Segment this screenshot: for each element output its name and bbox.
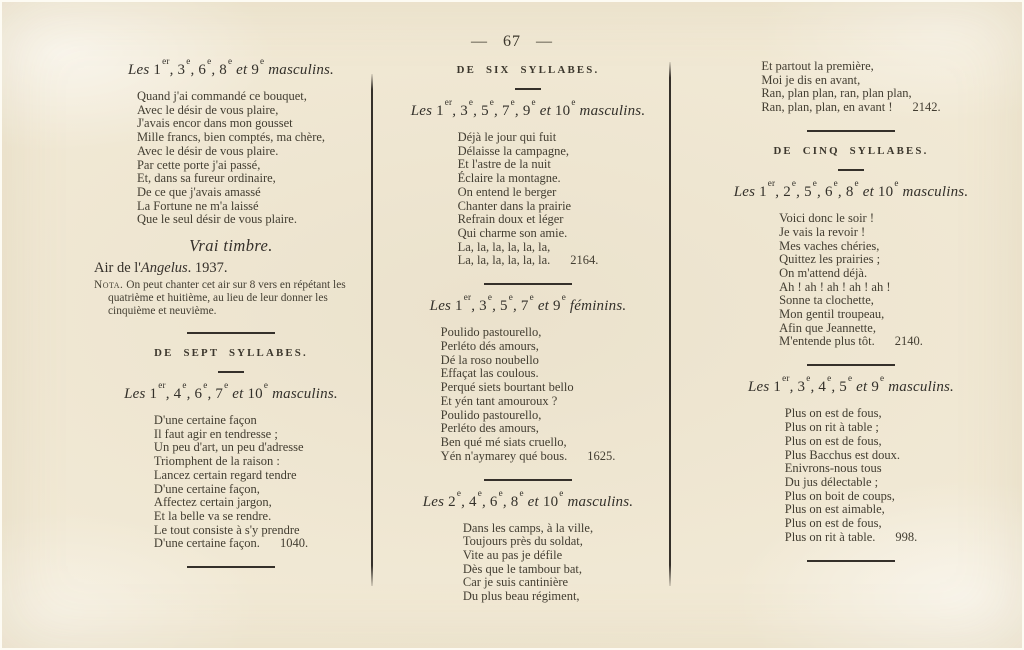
verse-number: 2142. <box>912 100 941 115</box>
poem-line: Un peu d'art, un peu d'adresse <box>153 440 304 455</box>
poem-line: Poulido pastourello, <box>440 407 542 422</box>
poem-line: Avec le désir de vous plaire. <box>136 143 279 158</box>
poem-line: Et l'astre de la nuit <box>457 157 551 172</box>
poem-line: Afin que Jeannette, <box>779 320 876 335</box>
poem-line: Yén n'aymarey qué bous. 1625. <box>440 448 616 463</box>
poem-line: Dès que le tambour bat, <box>462 561 582 576</box>
poem-line: Car je suis cantinière <box>462 575 569 590</box>
poem-line: J'avais encor dans mon gousset <box>136 116 293 131</box>
section-title: DE SIX SYLLABES. <box>456 64 600 76</box>
poem-line: D'une certaine façon. 1040. <box>153 536 309 551</box>
poem-line: Du jus délectable ; <box>784 474 879 489</box>
poem-heading: Les 1er, 3e, 5e, 7e, 9e et 10e masculins. <box>410 96 646 119</box>
poem-line: Enivrons-nous tous <box>784 461 882 476</box>
poem-line: D'une certaine façon, <box>153 481 260 496</box>
poem-body <box>441 326 616 463</box>
poem-line: La, la, la, la, la, la, <box>457 239 551 254</box>
poem-body <box>458 131 599 268</box>
poem-line: D'une certaine façon <box>153 413 257 428</box>
poem-line: Par cette porte j'ai passé, <box>136 157 261 172</box>
poem-line: Perléto dés amours, <box>440 339 539 354</box>
poem-line: Ben qué mé siats cruello, <box>440 434 567 449</box>
poem <box>88 90 374 228</box>
poem-line: Que le seul désir de vous plaire. <box>136 212 297 227</box>
poem-line: Dé la roso noubello <box>440 352 539 367</box>
section-title: DE SEPT SYLLABES. <box>154 347 308 360</box>
verse-number: 1040. <box>279 536 309 551</box>
poem-line: Je vais la revoir ! <box>779 224 866 239</box>
poem-body <box>779 212 923 349</box>
poem-heading: Les 1er, 4e, 6e, 7e et 10e masculins. <box>124 379 338 403</box>
text-column-middle <box>388 64 668 608</box>
poem <box>694 407 1008 545</box>
poem-line: Du plus beau régiment, <box>462 589 580 604</box>
separator-rule <box>187 566 275 568</box>
poem-line: Toujours près du soldat, <box>462 534 583 549</box>
poem-line: Plus on est de fous, <box>784 406 882 421</box>
poem-line: Et yén tant amouroux ? <box>440 393 558 408</box>
poem <box>694 212 1008 350</box>
poem-line: Plus on est de fous, <box>784 516 882 531</box>
poem-heading: Les 1er, 3e, 5e, 7e et 9e féminins. <box>429 292 627 315</box>
poem-line: Lancez certain regard tendre <box>153 467 297 482</box>
separator-rule <box>187 332 275 334</box>
separator-rule <box>484 479 572 481</box>
poem <box>388 131 668 269</box>
poem-line: Mes vaches chéries, <box>779 238 880 253</box>
poem-line: Refrain doux et léger <box>457 212 564 227</box>
poem-line: Plus on boit de coups, <box>784 488 895 503</box>
poem-line: Ran, plan plan, ran, plan plan, <box>761 86 912 101</box>
poem-line: Éclaire la montagne. <box>457 171 561 186</box>
separator-rule-short <box>218 371 244 373</box>
poem-line: Et la belle va se rendre. <box>153 508 272 523</box>
poem-line: Plus on est de fous, <box>784 433 882 448</box>
poem-line: Quand j'ai commandé ce bouquet, <box>136 89 307 103</box>
poem-body <box>137 90 325 227</box>
text-column-right <box>694 60 1008 575</box>
poem-heading: Les 2e, 4e, 6e, 8e et 10e masculins. <box>422 487 634 510</box>
section-title: DE CINQ SYLLABES. <box>773 145 929 158</box>
poem-line: Il faut agir en tendresse ; <box>153 426 278 441</box>
poem-line: Triomphent de la raison : <box>153 454 280 469</box>
poem-line: Voici donc le soir ! <box>779 211 875 226</box>
separator-rule <box>807 364 895 366</box>
poem-heading: Les 1er, 3e, 4e, 5e et 9e masculins. <box>747 373 955 396</box>
poem-line: Moi je dis en avant, <box>761 72 861 87</box>
poem-line: Poulido pastourello, <box>440 325 542 340</box>
poem-line: Sonne ta clochette, <box>779 293 874 308</box>
poem-line: Ran, plan, plan, en avant ! 2142. <box>761 100 941 115</box>
poem-line: Perqué siets bourtant bello <box>440 380 574 395</box>
poem <box>388 522 668 606</box>
separator-rule <box>807 560 895 562</box>
poem-line: Qui charme son amie. <box>457 225 568 240</box>
section <box>388 64 668 90</box>
poem-body <box>154 414 308 551</box>
section <box>694 145 1008 171</box>
separator-rule <box>807 130 895 132</box>
column-divider-right <box>669 62 671 586</box>
verse-number: 998. <box>895 529 918 544</box>
separator-rule <box>484 283 572 285</box>
page-number: — 67 — <box>471 33 553 50</box>
separator-rule-short <box>515 88 541 90</box>
separator-rule-short <box>838 169 864 171</box>
poem-line: Chanter dans la prairie <box>457 198 572 213</box>
poem <box>88 414 374 552</box>
poem-line: M'entende plus tôt. 2140. <box>779 334 923 349</box>
poem-line: On m'attend déjà. <box>779 265 868 280</box>
poem-line: Perléto des amours, <box>440 421 539 436</box>
nota-label: Nota. <box>94 279 124 292</box>
poem-line: Plus on rit à table ; <box>784 420 879 435</box>
poem-heading: Les 1er, 3e, 6e, 8e et 9e masculins. <box>127 55 335 78</box>
timbre-title: Vrai timbre. <box>189 236 273 256</box>
text-column-left <box>88 55 374 581</box>
poem-line: On entend le berger <box>457 184 557 199</box>
poem-line: La Fortune ne m'a laissé <box>136 198 259 213</box>
poem-line: Affectez certain jargon, <box>153 495 272 510</box>
poem-heading: Les 1er, 2e, 5e, 6e, 8e et 10e masculins. <box>733 178 969 201</box>
poem-line: De ce que j'avais amassé <box>136 184 261 199</box>
verse-number: 2164. <box>570 253 599 268</box>
poem-line: Et, dans sa fureur ordinaire, <box>136 171 276 186</box>
poem-line: Plus Bacchus est doux. <box>784 447 901 462</box>
poem-line: Effaçat las coulous. <box>440 366 539 381</box>
air-reference: Air de l'Angelus. 1937. <box>94 260 228 277</box>
section <box>88 347 374 373</box>
poem-line: Ah ! ah ! ah ! ah ! ah ! <box>779 279 891 294</box>
verse-number: 1625. <box>587 448 616 463</box>
poem-line: La, la, la, la, la, la. 2164. <box>457 253 599 268</box>
poem-line: Le tout consiste à s'y prendre <box>153 522 300 537</box>
poem-line: Délaisse la campagne, <box>457 143 570 158</box>
poem-line: Plus on rit à table. 998. <box>784 529 918 544</box>
poem-body <box>785 407 918 544</box>
poem-line: Mon gentil troupeau, <box>779 307 885 322</box>
poem-line: Quittez les prairies ; <box>779 252 881 267</box>
nota-paragraph: Nota. On peut chanter cet air sur 8 vers en répétant les quatrième et huitième, au lieu de leur donner les cinquième et neuvième. <box>94 279 346 318</box>
poem-body <box>761 60 940 115</box>
poem-line: Plus on est aimable, <box>784 502 885 517</box>
poem-line: Vite au pas je défile <box>462 548 563 563</box>
poem-body <box>463 522 593 604</box>
poem-line: Avec le désir de vous plaire, <box>136 102 279 117</box>
poem <box>388 326 668 464</box>
verse-number: 2140. <box>894 334 923 349</box>
poem-line: Mille francs, bien comptés, ma chère, <box>136 130 326 145</box>
poem-line: Et partout la première, <box>761 59 874 73</box>
poem-line: Déjà le jour qui fuit <box>457 130 557 144</box>
poem-line: Dans les camps, à la ville, <box>462 520 594 535</box>
poem <box>694 60 1008 116</box>
